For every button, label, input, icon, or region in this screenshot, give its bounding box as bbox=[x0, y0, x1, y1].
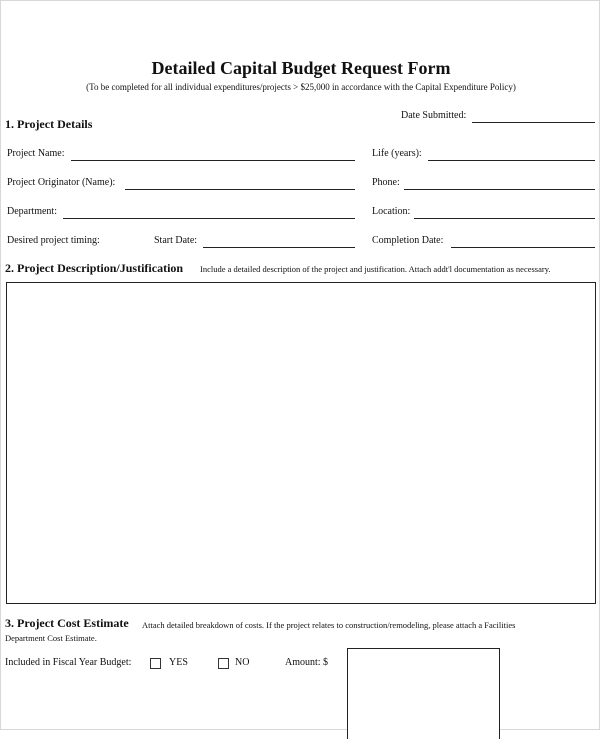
section-1-heading: 1. Project Details bbox=[5, 117, 93, 131]
project-name-label: Project Name: bbox=[7, 148, 65, 159]
phone-field[interactable] bbox=[404, 189, 595, 190]
yes-label: YES bbox=[169, 657, 188, 668]
no-label: NO bbox=[235, 657, 250, 668]
fiscal-budget-label: Included in Fiscal Year Budget: bbox=[5, 657, 132, 668]
department-label: Department: bbox=[7, 206, 57, 217]
form-title: Detailed Capital Budget Request Form bbox=[151, 58, 451, 78]
form-subtitle: (To be completed for all individual expenditures/projects > $25,000 in accordance with the Capital Expenditure Policy) bbox=[86, 82, 516, 92]
section-2-heading: 2. Project Description/Justification bbox=[5, 261, 184, 275]
location-field[interactable] bbox=[414, 218, 595, 219]
location-label: Location: bbox=[372, 206, 411, 217]
amount-label: Amount: $ bbox=[285, 657, 329, 668]
life-years-label: Life (years): bbox=[372, 148, 422, 159]
completion-date-label: Completion Date: bbox=[372, 235, 444, 246]
originator-label: Project Originator (Name): bbox=[7, 177, 116, 188]
originator-field[interactable] bbox=[125, 189, 355, 190]
timing-label: Desired project timing: bbox=[7, 235, 100, 246]
phone-label: Phone: bbox=[372, 177, 400, 188]
start-date-field[interactable] bbox=[203, 247, 355, 248]
date-submitted-field[interactable] bbox=[472, 122, 595, 123]
section-2-note: Include a detailed description of the project and justification. Attach addt'l documentation as necessary. bbox=[200, 264, 551, 274]
amount-field[interactable] bbox=[347, 648, 500, 739]
start-date-label: Start Date: bbox=[154, 235, 198, 246]
section-3-note-line-2: Department Cost Estimate. bbox=[5, 633, 97, 643]
project-name-field[interactable] bbox=[71, 160, 355, 161]
yes-checkbox[interactable] bbox=[150, 658, 161, 669]
date-submitted-label: Date Submitted: bbox=[401, 110, 467, 121]
life-years-field[interactable] bbox=[428, 160, 595, 161]
completion-date-field[interactable] bbox=[451, 247, 595, 248]
description-textarea[interactable] bbox=[6, 282, 596, 604]
section-3-heading: 3. Project Cost Estimate bbox=[5, 616, 129, 630]
section-3-note-line-1: Attach detailed breakdown of costs. If the project relates to construction/remodeling, please attach a Facilities bbox=[142, 620, 516, 630]
department-field[interactable] bbox=[63, 218, 355, 219]
no-checkbox[interactable] bbox=[218, 658, 229, 669]
